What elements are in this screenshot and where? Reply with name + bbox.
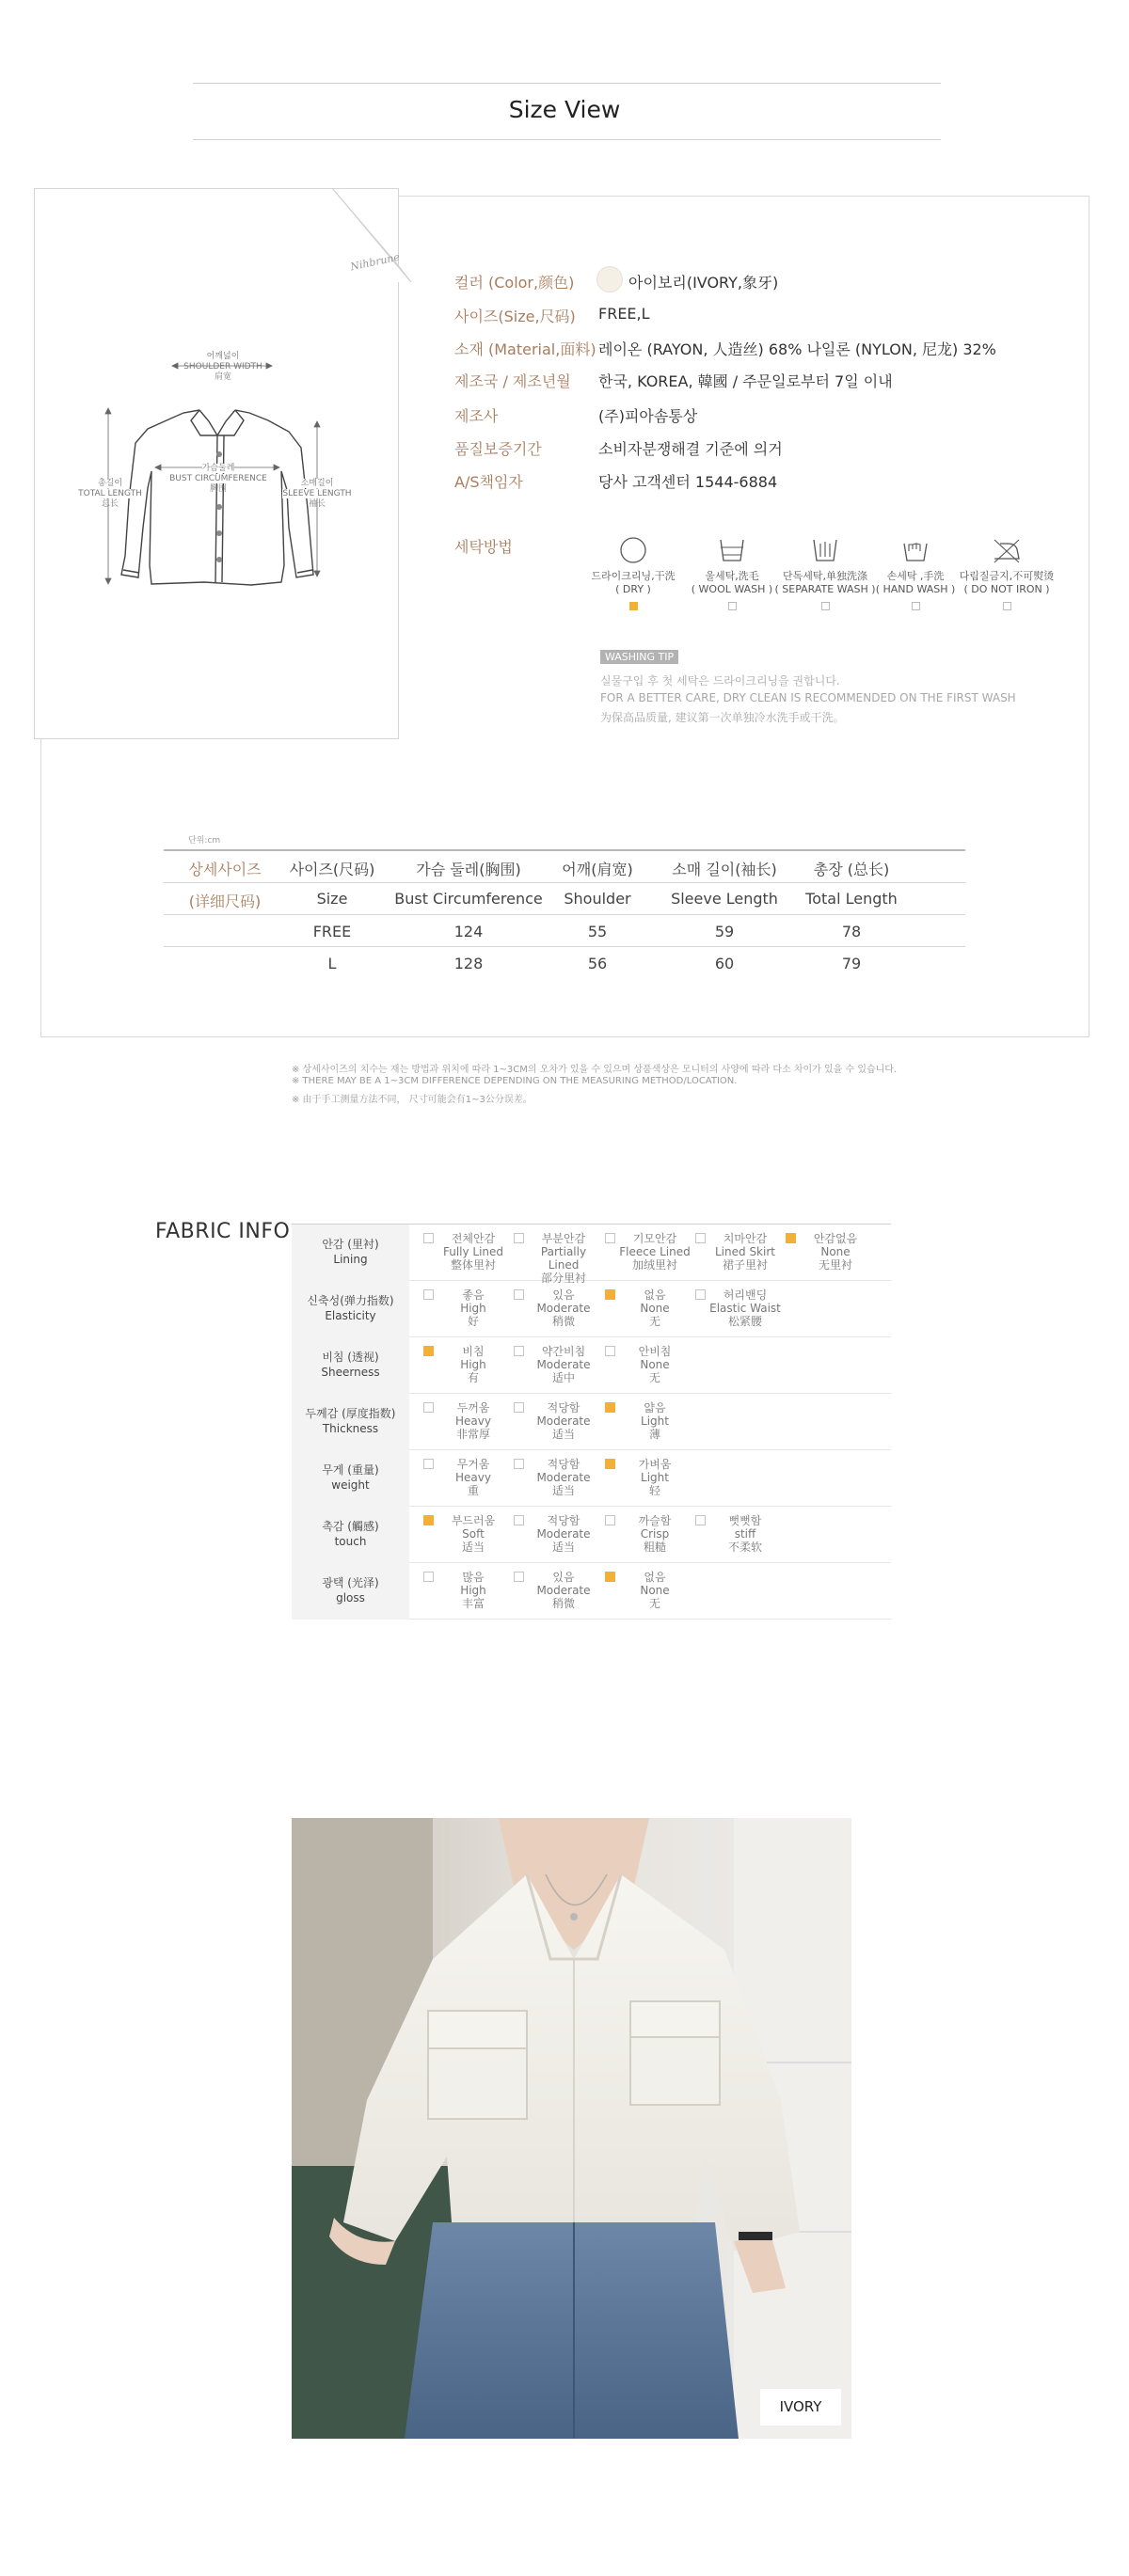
as-value: 당사 고객센터 1544-6884 xyxy=(598,473,778,491)
size-header-size-ko: 사이즈(尺码) xyxy=(289,861,375,878)
fabric-option-checkbox xyxy=(514,1459,524,1469)
separate-wash-icon xyxy=(809,536,841,564)
size-row-l-bust: 128 xyxy=(453,955,484,972)
wash-item-separate: 단독세탁,单独洗涤 ( SEPARATE WASH ) xyxy=(773,536,877,610)
size-unit-label: 단위:cm xyxy=(188,836,221,845)
header-rule-bottom xyxy=(193,139,941,140)
washing-tip-line-ko: 실물구입 후 첫 세탁은 드라이크리닝을 권합니다. xyxy=(600,674,840,687)
fabric-option xyxy=(514,1458,604,1497)
header-rule-top xyxy=(193,83,941,84)
washing-tip-line-en: FOR A BETTER CARE, DRY CLEAN IS RECOMMENDED ON THE FIRST WASH xyxy=(600,691,1016,704)
fabric-info-title: FABRIC INFO xyxy=(155,1220,291,1243)
size-table-side-label-cn: (详细尺码) xyxy=(188,893,262,910)
fabric-option-text: 약간비침 Moderate 适中 xyxy=(536,1345,591,1384)
hand-wash-icon xyxy=(899,536,931,564)
fabric-option xyxy=(423,1232,514,1272)
size-header-bust-en: Bust Circumference xyxy=(394,890,543,908)
fabric-option-checkbox xyxy=(605,1459,615,1469)
fabric-option-checkbox xyxy=(423,1233,434,1243)
fabric-row xyxy=(292,1281,891,1337)
fabric-option xyxy=(514,1571,604,1610)
wash-check-no-iron xyxy=(1003,602,1011,610)
fabric-row-heading: 안감 (里衬) Lining xyxy=(292,1225,409,1281)
fabric-row xyxy=(292,1225,891,1285)
fabric-option xyxy=(605,1345,695,1384)
fabric-row xyxy=(292,1394,891,1450)
fabric-option-checkbox xyxy=(786,1233,796,1243)
fabric-row-heading: 신축성(弹力指数) Elasticity xyxy=(292,1281,409,1337)
size-header-length-en: Total Length xyxy=(805,890,898,908)
fabric-row xyxy=(292,1337,891,1394)
fabric-option-text: 얇음 Light 薄 xyxy=(641,1401,669,1441)
fabric-row xyxy=(292,1507,891,1563)
wool-wash-icon xyxy=(716,536,748,564)
no-iron-icon xyxy=(991,536,1023,564)
page-title: Size View xyxy=(508,96,621,123)
fabric-option-text: 있음 Moderate 稍微 xyxy=(536,1571,591,1610)
fabric-option-checkbox xyxy=(423,1515,434,1525)
size-header-size-en: Size xyxy=(316,890,348,908)
fabric-option-checkbox xyxy=(514,1572,524,1582)
sleeve-length-label: 소매길이 SLEEVE LENGTH 袖长 xyxy=(282,479,352,509)
fabric-option-checkbox xyxy=(605,1402,615,1413)
fabric-row xyxy=(292,1450,891,1507)
fabric-option-checkbox xyxy=(423,1459,434,1469)
fabric-option-checkbox xyxy=(423,1289,434,1300)
model-photo-illustration xyxy=(292,1818,851,2439)
brand-signature: Nihbrune xyxy=(349,250,401,274)
measure-note-en: ※ THERE MAY BE A 1~3CM DIFFERENCE DEPENDING ON THE MEASURING METHOD/LOCATION. xyxy=(292,1076,738,1086)
fabric-option xyxy=(514,1232,604,1285)
size-row-free-length: 78 xyxy=(841,923,862,940)
size-table-top-rule xyxy=(164,849,965,851)
size-label: 사이즈(Size,尺码) xyxy=(454,308,576,325)
fabric-row-heading: 무게 (重量) weight xyxy=(292,1450,409,1507)
dry-clean-icon xyxy=(617,536,649,564)
wash-check-dry xyxy=(629,602,638,610)
size-row-l-size: L xyxy=(327,955,337,972)
fabric-option-text: 있음 Moderate 稍微 xyxy=(536,1288,591,1328)
fabric-option-checkbox xyxy=(605,1233,615,1243)
fabric-option-checkbox xyxy=(514,1233,524,1243)
wash-item-dry: 드라이크리닝,干洗 ( DRY ) xyxy=(581,536,685,610)
fabric-option-checkbox xyxy=(605,1572,615,1582)
fabric-option xyxy=(423,1401,514,1441)
fabric-row-heading: 비침 (透视) Sheerness xyxy=(292,1337,409,1394)
wash-item-no-iron: 다림질금지,不可熨烫 ( DO NOT IRON ) xyxy=(955,536,1058,610)
fabric-option-text: 적당함 Moderate 适当 xyxy=(536,1514,591,1554)
fabric-option xyxy=(605,1458,695,1497)
wash-item-hand: 손세탁 ,手洗 ( HAND WASH ) xyxy=(864,536,967,610)
fabric-option-text: 적당함 Moderate 适当 xyxy=(536,1401,591,1441)
fabric-option xyxy=(605,1514,695,1554)
fabric-option-checkbox xyxy=(695,1515,706,1525)
fabric-option xyxy=(605,1401,695,1441)
size-row-l-length: 79 xyxy=(841,955,862,972)
fabric-option-text: 없음 None 无 xyxy=(640,1571,670,1610)
fabric-option xyxy=(605,1232,695,1272)
fabric-option xyxy=(605,1571,695,1610)
total-length-label: 총길이 TOTAL LENGTH 总长 xyxy=(78,479,142,509)
warranty-value: 소비자분쟁해결 기준에 의거 xyxy=(598,440,783,458)
fabric-option-text: 부분안감 Partially Lined 部分里衬 xyxy=(540,1232,587,1285)
warranty-label: 품질보증기간 xyxy=(454,440,542,458)
fabric-info-table xyxy=(292,1224,891,1620)
fabric-option-text: 안비침 None 无 xyxy=(638,1345,672,1384)
maker-label: 제조사 xyxy=(454,407,499,425)
size-header-shoulder-en: Shoulder xyxy=(564,890,631,908)
fabric-option-text: 부드러움 Soft 适当 xyxy=(451,1514,496,1554)
fabric-option-text: 좋음 High 好 xyxy=(460,1288,486,1328)
fabric-option-checkbox xyxy=(695,1289,706,1300)
fabric-option-checkbox xyxy=(423,1346,434,1356)
fabric-option-text: 전체안감 Fully Lined 整体里衬 xyxy=(442,1232,504,1272)
size-header-sleeve-ko: 소매 길이(袖长) xyxy=(672,861,777,878)
fabric-option xyxy=(423,1458,514,1497)
bust-circumference-label: 가슴둘레 BUST CIRCUMFERENCE 胸围 xyxy=(169,464,267,494)
fabric-row xyxy=(292,1563,891,1620)
size-row-l-sleeve: 60 xyxy=(714,955,735,972)
fabric-option-text: 안감없음 None 无里衬 xyxy=(813,1232,858,1272)
size-table-rule-1 xyxy=(164,882,965,883)
size-row-free-bust: 124 xyxy=(453,923,484,940)
fabric-option xyxy=(695,1232,786,1272)
fabric-option-checkbox xyxy=(514,1289,524,1300)
color-swatch xyxy=(596,266,623,292)
fabric-option-text: 기모안감 Fleece Lined 加绒里衬 xyxy=(619,1232,691,1272)
fabric-option-checkbox xyxy=(423,1402,434,1413)
wash-check-wool xyxy=(728,602,737,610)
fabric-row-heading: 촉감 (觸感) touch xyxy=(292,1507,409,1563)
material-label: 소재 (Material,面料) xyxy=(454,340,596,358)
fabric-option-checkbox xyxy=(605,1289,615,1300)
fabric-option-checkbox xyxy=(514,1402,524,1413)
fabric-option-text: 허리밴딩 Elastic Waist 松紧腰 xyxy=(709,1288,781,1328)
fabric-option xyxy=(695,1288,786,1328)
fabric-option xyxy=(514,1514,604,1554)
country-label: 제조국 / 제조년월 xyxy=(454,372,571,390)
fabric-option xyxy=(423,1345,514,1384)
fabric-option-text: 비침 High 有 xyxy=(460,1345,486,1384)
product-photo xyxy=(292,1818,851,2439)
maker-value: (주)피아솜통상 xyxy=(598,407,698,425)
size-row-l-shoulder: 56 xyxy=(587,955,608,972)
country-value: 한국, KOREA, 韓國 / 주문일로부터 7일 이내 xyxy=(598,372,893,390)
fabric-option xyxy=(423,1571,514,1610)
fabric-option-text: 가벼움 Light 轻 xyxy=(638,1458,672,1497)
wash-label: 세탁방법 xyxy=(454,538,513,556)
fabric-option xyxy=(786,1232,876,1272)
fabric-option-text: 적당함 Moderate 适当 xyxy=(536,1458,591,1497)
color-value: 아이보리(IVORY,象牙) xyxy=(628,274,779,292)
fabric-option xyxy=(514,1288,604,1328)
fabric-option-text: 무거움 Heavy 重 xyxy=(455,1458,491,1497)
size-table-rule-3 xyxy=(164,946,965,947)
fabric-option-checkbox xyxy=(514,1346,524,1356)
size-row-free-size: FREE xyxy=(312,923,352,940)
material-value: 레이온 (RAYON, 人造丝) 68% 나일론 (NYLON, 尼龙) 32% xyxy=(598,340,996,358)
wash-check-separate xyxy=(821,602,830,610)
fabric-row-heading: 두께감 (厚度指数) Thickness xyxy=(292,1394,409,1450)
fabric-option xyxy=(695,1514,786,1554)
fabric-option-checkbox xyxy=(605,1515,615,1525)
fabric-option-checkbox xyxy=(514,1515,524,1525)
measure-note-cn: ※ 由于手工测量方法不同， 尺寸可能会有1~3公分误差。 xyxy=(292,1095,533,1105)
washing-tip-badge: WASHING TIP xyxy=(600,650,678,664)
size-value: FREE,L xyxy=(598,305,650,323)
as-label: A/S책임자 xyxy=(454,473,523,491)
size-header-bust-ko: 가슴 둘레(胸围) xyxy=(416,861,521,878)
fabric-option-text: 까슬함 Crisp 粗糙 xyxy=(638,1514,672,1554)
wash-check-hand xyxy=(912,602,920,610)
photo-color-label: IVORY xyxy=(760,2389,841,2426)
fabric-option-text: 치마안감 Lined Skirt 裙子里衬 xyxy=(715,1232,775,1272)
fabric-row-heading: 광택 (光泽) gloss xyxy=(292,1563,409,1620)
fabric-option-checkbox xyxy=(605,1346,615,1356)
shoulder-width-label: 어깨넓이 SHOULDER WIDTH 肩宽 xyxy=(183,352,262,382)
color-label: 컬러 (Color,颜色) xyxy=(454,274,575,292)
fabric-option-text: 많음 High 丰富 xyxy=(460,1571,486,1610)
size-table-side-label-ko: 상세사이즈 xyxy=(188,861,262,878)
size-header-sleeve-en: Sleeve Length xyxy=(671,890,778,908)
size-header-length-ko: 총장 (总长) xyxy=(813,861,890,878)
wash-item-wool: 울세탁,洗毛 ( WOOL WASH ) xyxy=(680,536,784,610)
fabric-option xyxy=(514,1345,604,1384)
size-row-free-sleeve: 59 xyxy=(714,923,735,940)
size-row-free-shoulder: 55 xyxy=(587,923,608,940)
washing-tip-line-cn: 为保高品质量, 建议第一次单独冷水洗手或干洗。 xyxy=(600,711,845,724)
fabric-option xyxy=(423,1514,514,1554)
fabric-option-text: 뻣뻣함 stiff 不柔软 xyxy=(727,1514,762,1554)
fabric-option xyxy=(423,1288,514,1328)
fabric-option-checkbox xyxy=(695,1233,706,1243)
fabric-option xyxy=(514,1401,604,1441)
fabric-option-checkbox xyxy=(423,1572,434,1582)
size-header-shoulder-ko: 어깨(肩宽) xyxy=(562,861,633,878)
size-table-rule-2 xyxy=(164,914,965,915)
fabric-option xyxy=(605,1288,695,1328)
measure-note-ko: ※ 상세사이즈의 치수는 재는 방법과 위치에 따라 1~3CM의 오차가 있을 수 있으며 상품색상은 모니터의 사양에 따라 다소 차이가 있을 수 있습니다. xyxy=(292,1065,898,1075)
fabric-option-text: 두꺼움 Heavy 非常厚 xyxy=(455,1401,491,1441)
fabric-option-text: 없음 None 无 xyxy=(640,1288,670,1328)
